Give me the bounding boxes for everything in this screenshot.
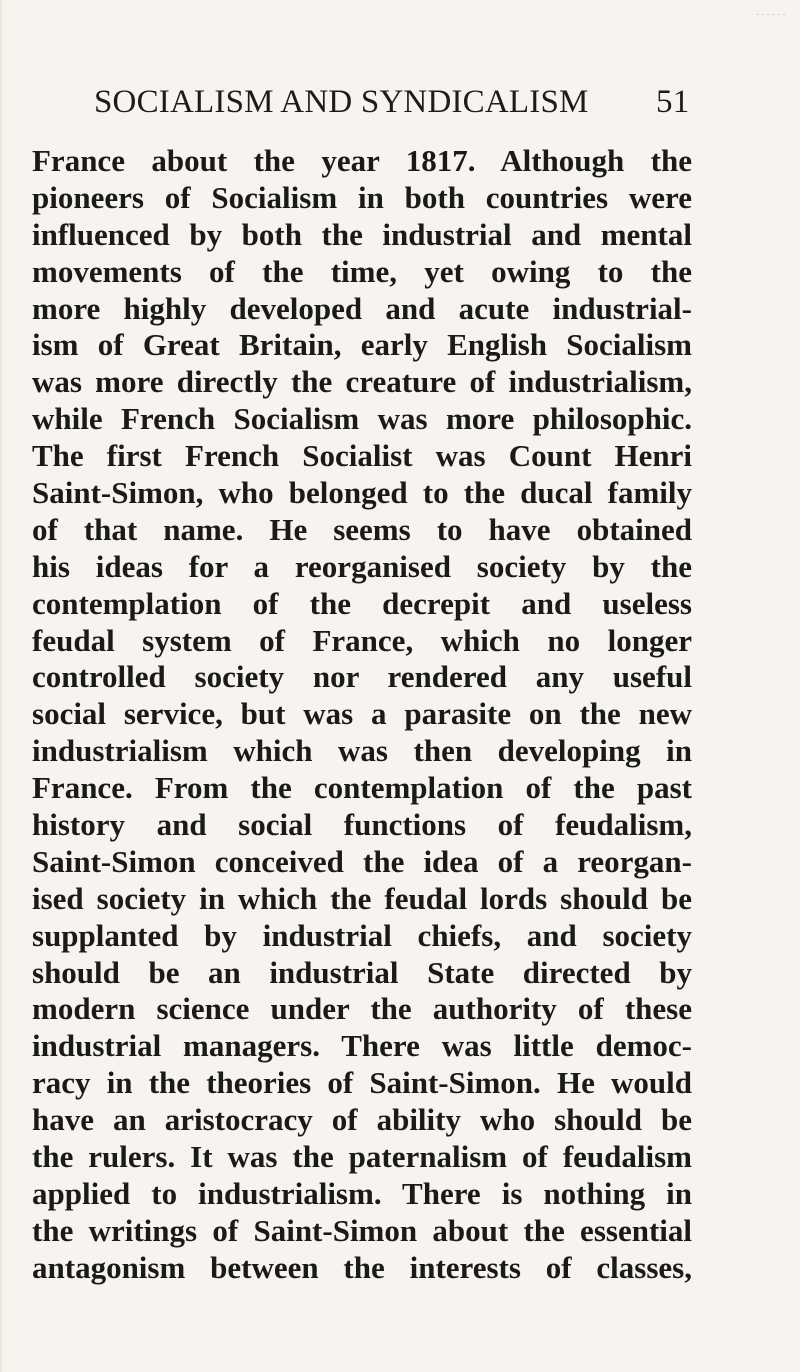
text-line: have an aristocracy of ability who should be bbox=[32, 1102, 692, 1138]
scan-edge-shadow bbox=[0, 0, 3, 1372]
text-line: applied to industrialism. There is nothing in bbox=[32, 1175, 692, 1211]
text-line: social service, but was a parasite on the new bbox=[32, 696, 692, 732]
text-line: the writings of Saint-Simon about the essential bbox=[32, 1212, 692, 1248]
text-line: contemplation of the decrepit and useless bbox=[32, 585, 692, 621]
text-line: should be an industrial State directed by bbox=[32, 954, 692, 990]
text-line: more highly developed and acute industrial- bbox=[32, 290, 692, 326]
text-line: The first French Socialist was Count Henri bbox=[32, 438, 692, 474]
text-line: while French Socialism was more philosophic. bbox=[32, 401, 692, 437]
text-line: Saint-Simon conceived the idea of a reorgan- bbox=[32, 843, 692, 879]
text-line: influenced by both the industrial and mental bbox=[32, 216, 692, 252]
page-number: 51 bbox=[656, 84, 690, 120]
text-line: the rulers. It was the paternalism of feudalism bbox=[32, 1139, 692, 1175]
text-line: supplanted by industrial chiefs, and society bbox=[32, 917, 692, 953]
text-line: was more directly the creature of industrialism, bbox=[32, 364, 692, 400]
text-line: controlled society nor rendered any useful bbox=[32, 659, 692, 695]
text-line: pioneers of Socialism in both countries were bbox=[32, 179, 692, 215]
text-line: Saint-Simon, who belonged to the ducal family bbox=[32, 475, 692, 511]
text-line: feudal system of France, which no longer bbox=[32, 622, 692, 658]
text-line: ism of Great Britain, early English Socialism bbox=[32, 327, 692, 363]
body-text bbox=[32, 143, 692, 1287]
text-line: history and social functions of feudalism, bbox=[32, 807, 692, 843]
text-line: modern science under the authority of these bbox=[32, 991, 692, 1027]
text-line: France. From the contemplation of the past bbox=[32, 770, 692, 806]
text-line: his ideas for a reorganised society by the bbox=[32, 548, 692, 584]
text-line: movements of the time, yet owing to the bbox=[32, 253, 692, 289]
scan-corner-mark bbox=[756, 14, 786, 23]
text-line: of that name. He seems to have obtained bbox=[32, 511, 692, 547]
text-line: antagonism between the interests of classes, bbox=[32, 1249, 692, 1285]
text-line: France about the year 1817. Although the bbox=[32, 143, 692, 178]
text-line: industrialism which was then developing in bbox=[32, 733, 692, 769]
running-head-title: SOCIALISM AND SYNDICALISM bbox=[94, 84, 589, 120]
text-line: ised society in which the feudal lords should be bbox=[32, 880, 692, 916]
text-line: industrial managers. There was little democ- bbox=[32, 1028, 692, 1064]
text-line: racy in the theories of Saint-Simon. He would bbox=[32, 1065, 692, 1101]
